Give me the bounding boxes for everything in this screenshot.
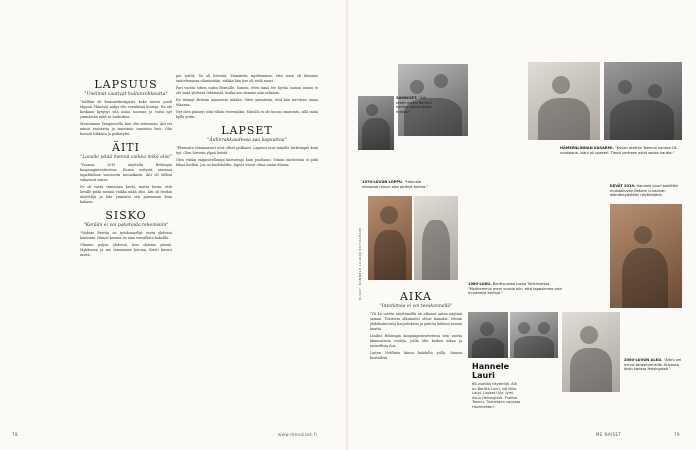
name-box	[472, 362, 522, 410]
photo-1980s	[468, 312, 508, 358]
section-heading-sisko: SISKO	[105, 209, 147, 222]
caption-text: "Äitini vei minut tanssitunneille. Kuvassa äidin kanssa Helsingissä."	[624, 358, 682, 372]
paragraph: Pari vuotta sitten soitin Beritalle. Sanoin, ettei tämä tee hyvää, minun onnen ei ole enää yhdessä tekemistä, koska me olemme niin erilaisia.	[176, 86, 318, 95]
caption-text: "Hannele sinisessä minun olisi pitänyt toimia."	[362, 180, 428, 189]
right-page	[348, 0, 696, 450]
caption-2000s	[624, 358, 684, 372]
caption-text: "Kuvan otettiin Teemun kanssa 16-vuotiaana. Isäni oli upseeri. Tiesin perheen asiat sodan kautta."	[560, 146, 678, 155]
paragraph: Olen vähän vaipasivellumpi kasvattaja kuin puolisoni. Minun mielestäni ei pidä liikaa kieltää. Jos on huolehdittu, lapset voivat ottaa oman tilansa.	[176, 158, 318, 167]
name-box-text: 66-vuotias näyttelijä. Äiti on Beritta Lauri, isä Niilo Lauri. Lapset Ulla, Jyrki. Asuu Helsingissä. Puoliso Teemu. Tunnetaan sarjasta Hovimestari.	[472, 382, 521, 409]
photo-2000s-mother	[562, 312, 620, 392]
photo-interior	[414, 196, 458, 280]
section-subhead-aika: "Intohimoa ei voi teeskennellä"	[379, 304, 453, 309]
page-number-right: 79	[674, 432, 680, 437]
paragraph: pui tyttöä. Se oli hirveää. Ymmärsin myöhemmin, että siinä oli ihminen taistelemassa elämästään, vaikka hän itse oli vielä nuori.	[176, 74, 318, 83]
photo-twins	[358, 96, 394, 150]
caption-text: Beritta-sisko luona Tuhkimoissa. "Myöhemmin meni vuosia niin, että tapasimme vain muutamia kertoja."	[468, 282, 563, 296]
photo-1970s-hannele	[368, 196, 412, 280]
caption-hameenlinna	[560, 146, 682, 155]
page-number-left: 78	[12, 432, 18, 437]
paragraph: Laitan Netflixin kiinni kahdelta yöllä. Samon koutalleni	[370, 351, 462, 360]
name-title-last: Lauri	[472, 371, 495, 380]
paragraph: "Siskoni Beritta on työskennellyt usein yhdessä kanssani. Hänen kanssa on aina turvallista kokeilla.	[80, 231, 172, 240]
section-subhead-sisko: "Kerään ei voi paketoida tekemisiin"	[83, 223, 169, 228]
name-title-first: Hannele	[472, 362, 510, 371]
caption-kevat-2019	[610, 184, 684, 198]
paragraph: "Yli 40 vuotta näyttämöllä on alkanut antaa näytinä saman. Teatterin alkutaulut olivat kamalat. Menin yhdeksäntoista harjoituksiin ja päätön kolmen tunnin kautta.	[370, 312, 462, 331]
caption-label: KEVÄT 2019.	[610, 184, 636, 188]
caption-label: 2000-LUVUN ALKU.	[624, 358, 663, 362]
section-subhead-lapset: "Äidinrakkaudessa saa kapsuttaa"	[207, 138, 287, 143]
paragraph: "Vuonna 2015 näyttelin Helsingin kaupunginteatterissa. Ennen esitystä saamani tapahtuihan suureesta mosaiikista. Äiti oli tällöin vakavasti sairas.	[80, 163, 172, 182]
photo-sisters	[510, 312, 558, 358]
paragraph: En tiennyt Beritan saaneesta mitään. Siten ymmärsin, että hän tarvitsee omaa tilaansa.	[176, 98, 318, 107]
caption-1970s	[362, 180, 434, 189]
caption-text: Hannele Lauri palkittiin muistokuvan Betorin Luuslinan elämäntyöstään näyttelijänä.	[610, 184, 679, 198]
section-subhead-lapsuus: "Unelmat vaativat hullunrohkeutta"	[84, 92, 168, 97]
section-heading-aiti: ÄITI	[112, 141, 140, 154]
paragraph: Lisäksi Helsingin kaupunginteatterissa tein useita kiinnostavia rooleja, joilla olin kaiken aikaa ja taiteellista iloa.	[370, 334, 462, 348]
paragraph: "Elemusta riitamaaseri ovat olleet polkaset. Lapseni ovat minulle tärkeimpiä kuin työ. Olen hirveän ylpeä heistä.	[176, 146, 318, 155]
section-subhead-aiti: "Lavalle pitää mennä vaikka mikä olisi"	[80, 155, 172, 160]
paragraph: Se oli vasta viimeinen kevät, mutta tiesin, että lavalle pitää mennä vaikka mikä olisi. Äiti oli itsekin näyttelijä ja hän ymmärsi sen paremmin kuin kukaan.	[80, 185, 172, 204]
left-column-2	[176, 74, 318, 438]
photo-kids	[604, 62, 682, 140]
caption-text: "Äiti teetti meille Beritan kanssa samanlaiset mekot."	[396, 96, 432, 114]
paragraph: Olimme paljon yhdessä, kun olimme pieniä. Mykkonen ja me tanssimme kotona, Kirsti kuvasi meitä.	[80, 243, 172, 257]
caption-1980s	[468, 282, 564, 296]
caption-samikset	[396, 96, 432, 114]
paragraph: Muistamme Tampereella, kun olin seitsemän. Äiti vei minut teatteriin ja innostuin tanssista heti. Olin kovasti liikkuva ja poikatyttö.	[80, 122, 172, 136]
caption-label: 1970-LUVUN LOPPU.	[362, 180, 404, 184]
section-heading-aika: AIKA	[399, 290, 432, 303]
paragraph: Nyt olen päässyt siitä vähän vieremäksi. Minulla ei ole huono omatunto, sillä minä kyllä yritin.	[176, 110, 318, 119]
photo-father	[528, 62, 600, 140]
right-column	[370, 286, 462, 426]
paragraph: "Isälläni oli kranaattinriipaisu koko toisen puoli täynnä. Hänestä näkyi vilu venäläisiä koiruja. En ole koskaan kysynyt sitä asiaa suoraan ja vasta nyt ymmärrän mitä se tarkoittaa.	[80, 100, 172, 119]
photo-award-2019	[610, 204, 682, 308]
section-heading-lapset: LAPSET	[221, 124, 273, 137]
caption-label: SAMIKSET.	[396, 96, 418, 100]
footer-url: www.menaiset.fi	[278, 432, 318, 437]
footer-section: ME NAISET	[596, 432, 622, 437]
caption-label: HÄMEENLINNAN KASARMI.	[560, 146, 614, 150]
caption-label: 1980-LUKU.	[468, 282, 492, 286]
left-column-1	[80, 74, 172, 438]
section-heading-lapsuus: LAPSUUS	[94, 78, 158, 91]
photo-credit: KUVAT: HANNELE LAURIN KOTIALBUMI	[358, 227, 362, 300]
